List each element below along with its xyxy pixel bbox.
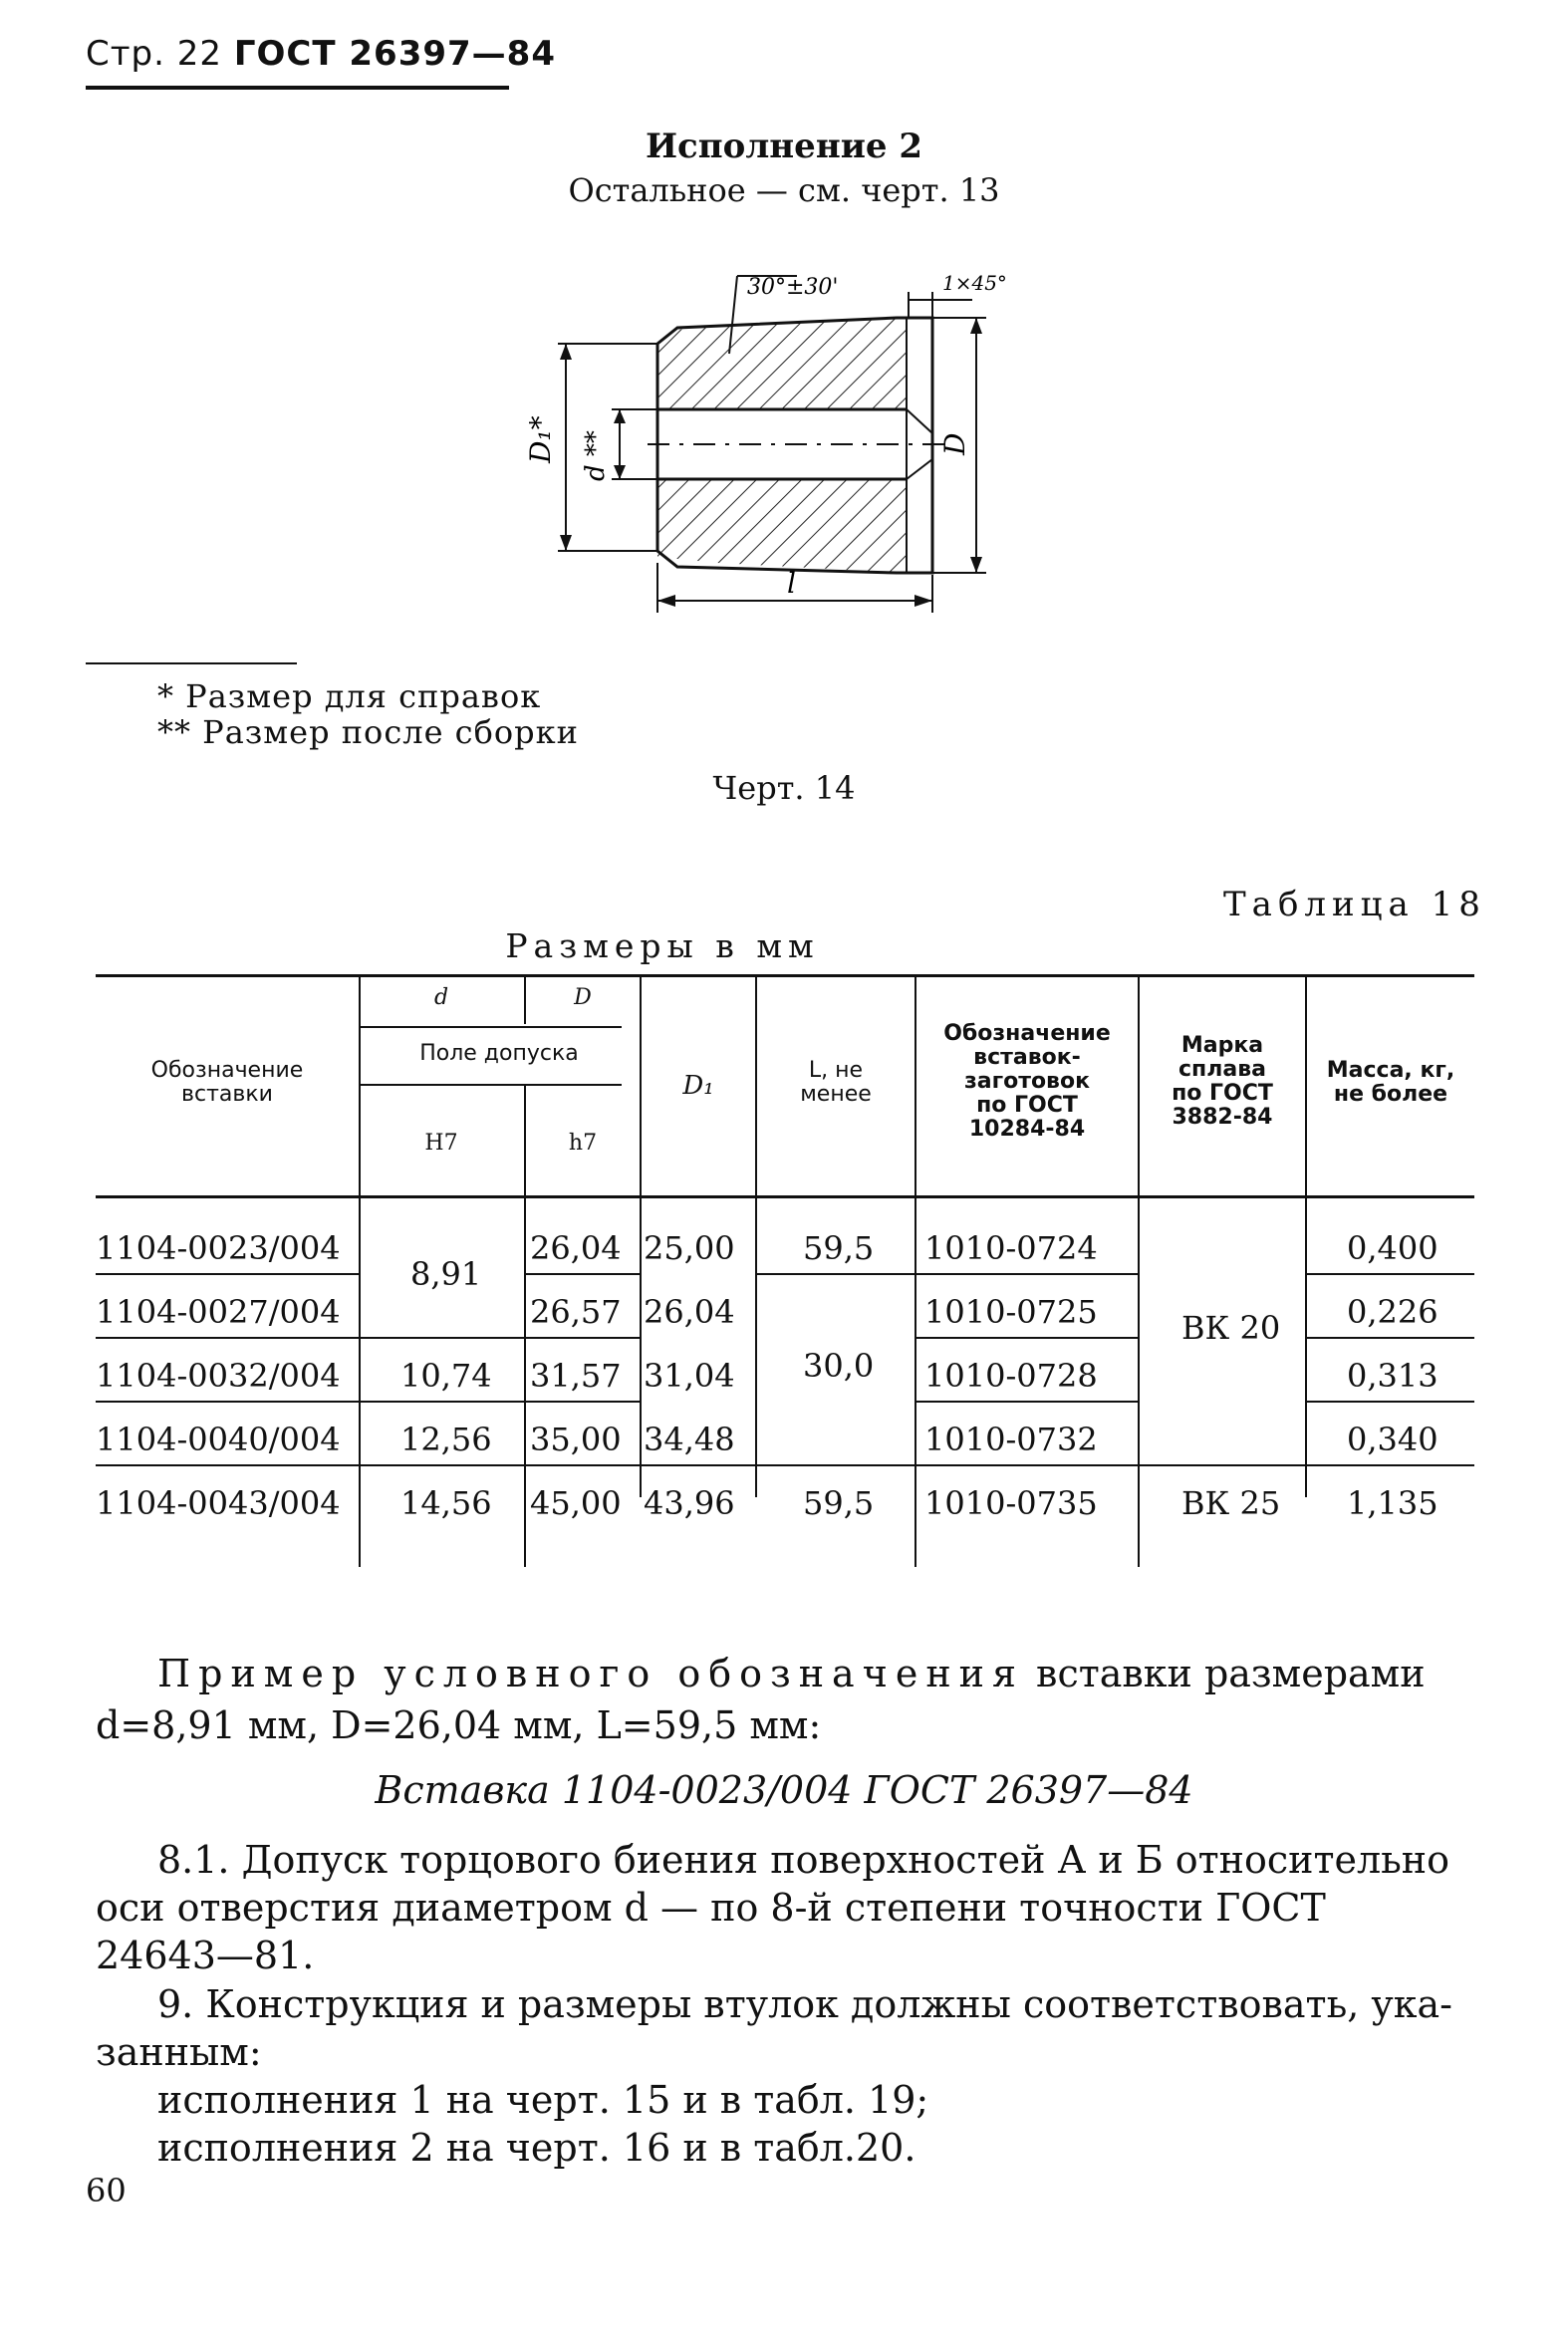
section-lower bbox=[657, 479, 907, 573]
table-18 bbox=[96, 974, 1474, 1577]
table-row-2-blank: 1010-0725 bbox=[924, 1293, 1098, 1331]
table-row-4-mass: 0,340 bbox=[1347, 1421, 1438, 1458]
section-upper bbox=[657, 318, 907, 409]
example-params: d=8,91 мм, D=26,04 мм, L=59,5 мм: bbox=[96, 1703, 822, 1747]
table-top-rule bbox=[96, 974, 1474, 977]
table-row-4-blank: 1010-0732 bbox=[924, 1421, 1098, 1458]
L-value-row-1: 59,5 bbox=[803, 1229, 875, 1267]
d-label: d ** bbox=[581, 430, 611, 481]
table-row-3-designation: 1104-0032/004 bbox=[96, 1357, 341, 1395]
footnote-after-assembly: ** Размер после сборки bbox=[157, 713, 579, 751]
para-8-1-line-1: 8.1. Допуск торцового биения поверхностей А и Б относительно bbox=[157, 1838, 1450, 1882]
table-row-5-blank: 1010-0735 bbox=[924, 1484, 1098, 1522]
footnote-reference: * Размер для справок bbox=[157, 677, 542, 715]
table-row-3-D1: 31,04 bbox=[644, 1357, 735, 1395]
table-row-2-mass: 0,226 bbox=[1347, 1293, 1438, 1331]
header-mass: Масса, кг, не более bbox=[1326, 1058, 1455, 1107]
header-bottom-rule bbox=[96, 1195, 1474, 1198]
D1-label: D₁* bbox=[524, 415, 557, 463]
D-label: D bbox=[938, 432, 971, 455]
d-value-row-4: 12,56 bbox=[400, 1421, 492, 1458]
table-row-5-mass: 1,135 bbox=[1347, 1484, 1438, 1522]
table-title: Таблица 18 bbox=[1223, 885, 1486, 924]
table-units: Размеры в мм bbox=[505, 926, 820, 965]
table-row-1-designation: 1104-0023/004 bbox=[96, 1229, 341, 1267]
header-alloy: Марка сплава по ГОСТ 3882-84 bbox=[1172, 1033, 1273, 1130]
table-row-2-D: 26,57 bbox=[530, 1293, 622, 1331]
para-9-line-4: исполнения 2 на черт. 16 и в табл.20. bbox=[157, 2126, 916, 2170]
l-label: l bbox=[787, 567, 796, 600]
example-code: Вставка 1104-0023/004 ГОСТ 26397—84 bbox=[375, 1768, 1193, 1812]
table-row-1-D: 26,04 bbox=[530, 1229, 622, 1267]
L-value-rows-2-4: 30,0 bbox=[803, 1347, 875, 1385]
table-row-5-D1: 43,96 bbox=[644, 1484, 735, 1522]
para-8-1-line-3: 24643—81. bbox=[96, 1934, 315, 1977]
table-row-5-D: 45,00 bbox=[530, 1484, 622, 1522]
d-value-row-3: 10,74 bbox=[400, 1357, 492, 1395]
drawing-caption: Черт. 14 bbox=[712, 769, 856, 807]
table-row-4-designation: 1104-0040/004 bbox=[96, 1421, 341, 1458]
table-row-5-designation: 1104-0043/004 bbox=[96, 1484, 341, 1522]
L-value-row-5: 59,5 bbox=[803, 1484, 875, 1522]
table-row-3-D: 31,57 bbox=[530, 1357, 622, 1395]
table-row-1-D1: 25,00 bbox=[644, 1229, 735, 1267]
standard-label: ГОСТ 26397—84 bbox=[233, 34, 556, 74]
page-header bbox=[86, 34, 556, 74]
table-row-3-mass: 0,313 bbox=[1347, 1357, 1438, 1395]
table-row-2-designation: 1104-0027/004 bbox=[96, 1293, 341, 1331]
alloy-rows-1-4: ВК 20 bbox=[1181, 1309, 1281, 1347]
header-blank-designation: Обозначение вставок- заготовок по ГОСТ 10284-84 bbox=[943, 1021, 1111, 1142]
para-8-1-line-2: оси отверстия диаметром d — по 8-й степени точности ГОСТ bbox=[96, 1886, 1326, 1930]
chamfer-label: 1×45° bbox=[942, 271, 1007, 295]
alloy-row-5: ВК 25 bbox=[1181, 1484, 1281, 1522]
header-d: d bbox=[433, 985, 449, 1010]
technical-drawing bbox=[498, 264, 1056, 633]
table-row-1-mass: 0,400 bbox=[1347, 1229, 1438, 1267]
header-L: L, не менее bbox=[800, 1058, 872, 1107]
header-D1: D₁ bbox=[682, 1071, 714, 1101]
table-row-4-D1: 34,48 bbox=[644, 1421, 735, 1458]
d-value-rows-1-2: 8,91 bbox=[410, 1255, 482, 1293]
para-9-line-3: исполнения 1 на черт. 15 и в табл. 19; bbox=[157, 2078, 929, 2122]
example-line-1: Пример условного обозначения вставки размерами bbox=[157, 1652, 1426, 1695]
d-value-row-5: 14,56 bbox=[400, 1484, 492, 1522]
table-row-2-D1: 26,04 bbox=[644, 1293, 735, 1331]
page-label: Стр. 22 bbox=[86, 34, 223, 74]
angle-label: 30°±30' bbox=[747, 275, 839, 300]
para-9-line-2: занным: bbox=[96, 2030, 262, 2074]
table-row-4-D: 35,00 bbox=[530, 1421, 622, 1458]
version-title: Исполнение 2 bbox=[645, 127, 923, 166]
table-row-1-blank: 1010-0724 bbox=[924, 1229, 1098, 1267]
footnote-rule bbox=[86, 662, 297, 664]
page-number: 60 bbox=[86, 2172, 127, 2209]
header-H7: H7 bbox=[424, 1131, 458, 1156]
table-row-3-blank: 1010-0728 bbox=[924, 1357, 1098, 1395]
header-D: D bbox=[574, 985, 592, 1010]
header-h7: h7 bbox=[568, 1131, 598, 1156]
para-9-line-1: 9. Конструкция и размеры втулок должны соответствовать, ука- bbox=[157, 1982, 1453, 2026]
header-rule bbox=[86, 86, 509, 90]
header-designation: Обозначение вставки bbox=[150, 1058, 304, 1107]
header-tolerance: Поле допуска bbox=[419, 1041, 579, 1066]
version-note: Остальное — см. черт. 13 bbox=[568, 171, 1000, 209]
